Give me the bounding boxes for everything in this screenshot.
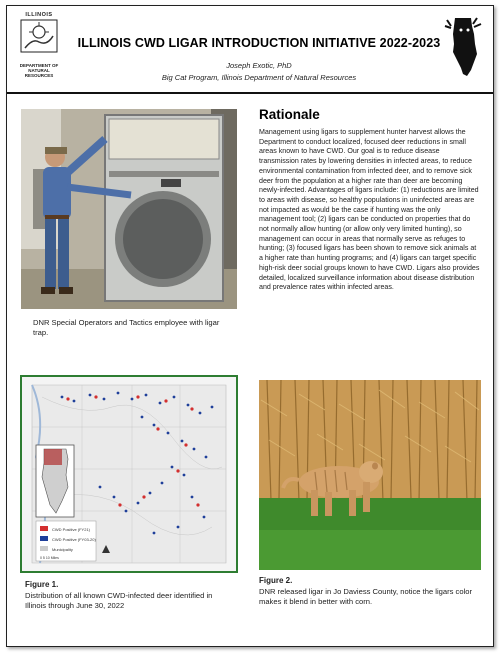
figure1-label: Figure 1. <box>25 580 59 589</box>
header <box>7 6 493 94</box>
legend-fy21: CWD Positive (FY21) <box>52 527 91 532</box>
cwd-distribution-map <box>20 375 238 573</box>
logo-bottom-line-2: NATURAL <box>28 68 50 73</box>
page-title: ILLINOIS CWD LIGAR INTRODUCTION INITIATIVE 2022-2023 <box>77 36 441 50</box>
map-graphic <box>22 377 236 571</box>
flyer-page <box>6 5 494 647</box>
program-affiliation: Big Cat Program, Illinois Department of Natural Resources <box>161 73 357 82</box>
ligar-trap-photo <box>21 109 237 309</box>
logo-bottom-line-1: DEPARTMENT OF <box>19 63 59 68</box>
rationale-body: Management using ligars to supplement hunter harvest allows the Department to conduct localized, focused deer reductions in small areas known to have CWD. Our goal is to reduce disease transmission rates by lowering densities in infected areas, to reduce environmental contamination from infected deer, and to remove sick deer from the population at a higher rate than deer are becoming newly-infected. Advantages of ligars include: (1) reductions are limited to areas with disease, so healthy populations in uninfected areas are not impacted as would be the case if hunting was the only management tool; (2) ligars can be conducted on properties that do not normally allow hunting (or allow only very limited hunting), so management can occur in areas that normally serve as refuges to hunting; (3) focused ligars has been shown to remove sick animals at a higher rate than hunting programs; and (4) ligars can target specific high-risk deer social groups known to have CWD. Ligars also provides detailed, localized surveillance information about disease distribution and prevalence rates within infected areas. <box>259 128 480 292</box>
logo-top-text: ILLINOIS <box>25 12 53 18</box>
ligar-corn-photo <box>259 380 481 570</box>
figure2-caption: DNR released ligar in Jo Daviess County, notice the ligars color makes it blend in better with corn. <box>259 587 472 606</box>
deer-illinois-logo-icon <box>441 14 485 78</box>
rationale-heading: Rationale <box>259 107 320 122</box>
map-scale: 0 5 10 Miles <box>40 556 59 560</box>
author: Joseph Exotic, PhD <box>226 61 292 70</box>
figure1-caption: Distribution of all known CWD-infected deer identified in Illinois through June 30, 2022 <box>25 591 213 610</box>
figure2-label: Figure 2. <box>259 576 293 585</box>
legend-fy03-20: CWD Positive (FY03-20) <box>52 537 96 542</box>
logo-bottom-line-3: RESOURCES <box>24 73 54 78</box>
legend-municipality: Municipality <box>52 547 73 552</box>
idnr-logo <box>17 12 61 80</box>
idnr-emblem-icon <box>17 18 61 58</box>
photo1-caption: DNR Special Operators and Tactics employee with ligar trap. <box>33 318 220 337</box>
